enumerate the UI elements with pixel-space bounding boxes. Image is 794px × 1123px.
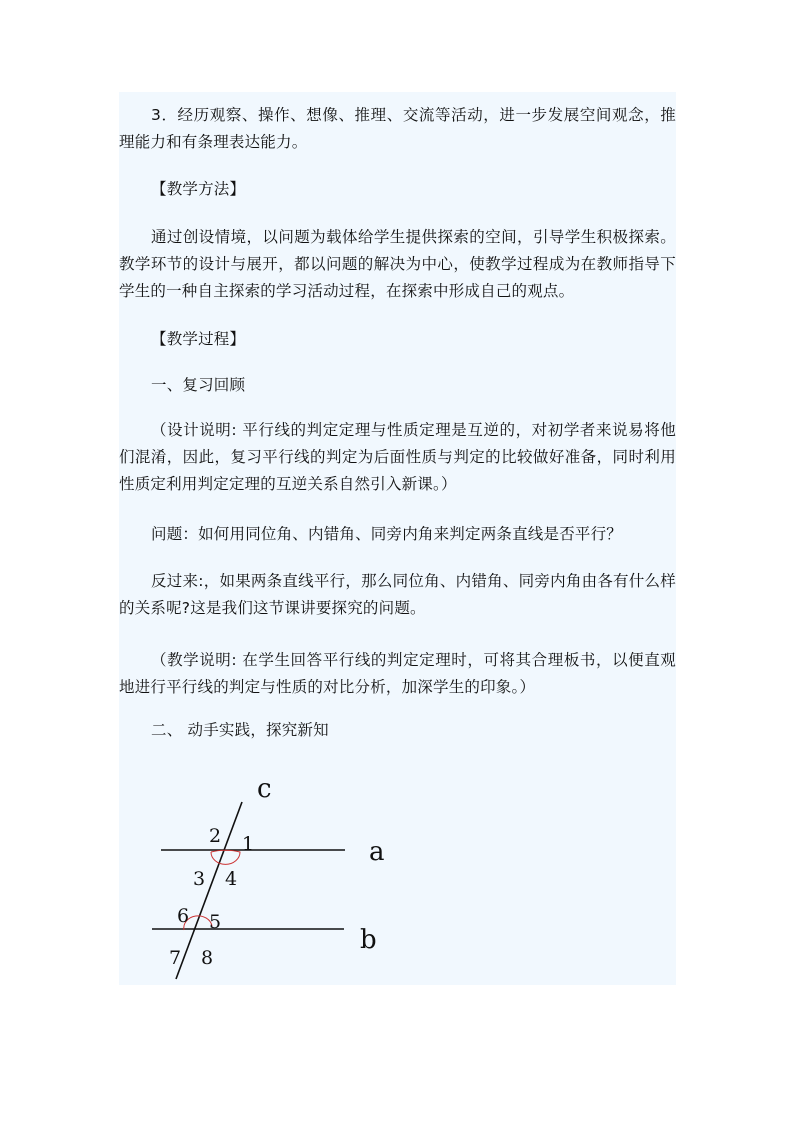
section-review: 一、复习回顾 — [151, 376, 246, 394]
converse-text: 反过来:，如果两条直线平行，那么同位角、内错角、同旁内角由各有什么样的关系呢?这是我们这节课讲要探究的问题。 — [119, 572, 676, 617]
label-b: b — [360, 925, 377, 955]
angle-label-3: 3 — [193, 868, 206, 890]
label-a: a — [369, 837, 385, 867]
angle-label-5: 5 — [209, 911, 222, 933]
teaching-method-text: 通过创设情境，以问题为载体给学生提供探索的空间，引导学生积极探索。教学环节的设计与展开，都以问题的解决为中心，使教学过程成为在教师指导下学生的一种自主探索的学习活动过程，在探索中形成自己的观点。 — [119, 228, 676, 300]
angle-label-4: 4 — [225, 868, 238, 890]
angle-label-6: 6 — [177, 905, 190, 927]
label-c: c — [257, 774, 272, 804]
design-note: （设计说明: 平行线的判定定理与性质定理是互逆的，对初学者来说易将他们混淆，因此，复习平行线的判定为后面性质与判定的比较做好准备，同时利用性质定利用判定定理的互逆关系自然引入新课。） — [119, 421, 676, 493]
heading-teaching-process: 【教学过程】 — [151, 330, 246, 348]
parallel-lines-figure — [119, 92, 676, 985]
objective-3: 3．经历观察、操作、想像、推理、交流等活动，进一步发展空间观念，推理能力和有条理表达能力。 — [119, 106, 676, 151]
heading-teaching-method: 【教学方法】 — [151, 180, 246, 198]
section-hands-on: 二、 动手实践，探究新知 — [151, 721, 329, 739]
angle-label-1: 1 — [242, 833, 255, 855]
teaching-note: （教学说明: 在学生回答平行线的判定定理时，可将其合理板书，以便直观地进行平行线的判定与性质的对比分析，加深学生的印象。） — [119, 651, 676, 696]
angle-label-8: 8 — [201, 947, 214, 969]
question-text: 问题：如何用同位角、内错角、同旁内角来判定两条直线是否平行？ — [151, 525, 623, 543]
angle-label-2: 2 — [209, 825, 222, 847]
document-page — [119, 92, 676, 985]
angle-arc-upper — [211, 850, 240, 864]
angle-label-7: 7 — [169, 947, 182, 969]
